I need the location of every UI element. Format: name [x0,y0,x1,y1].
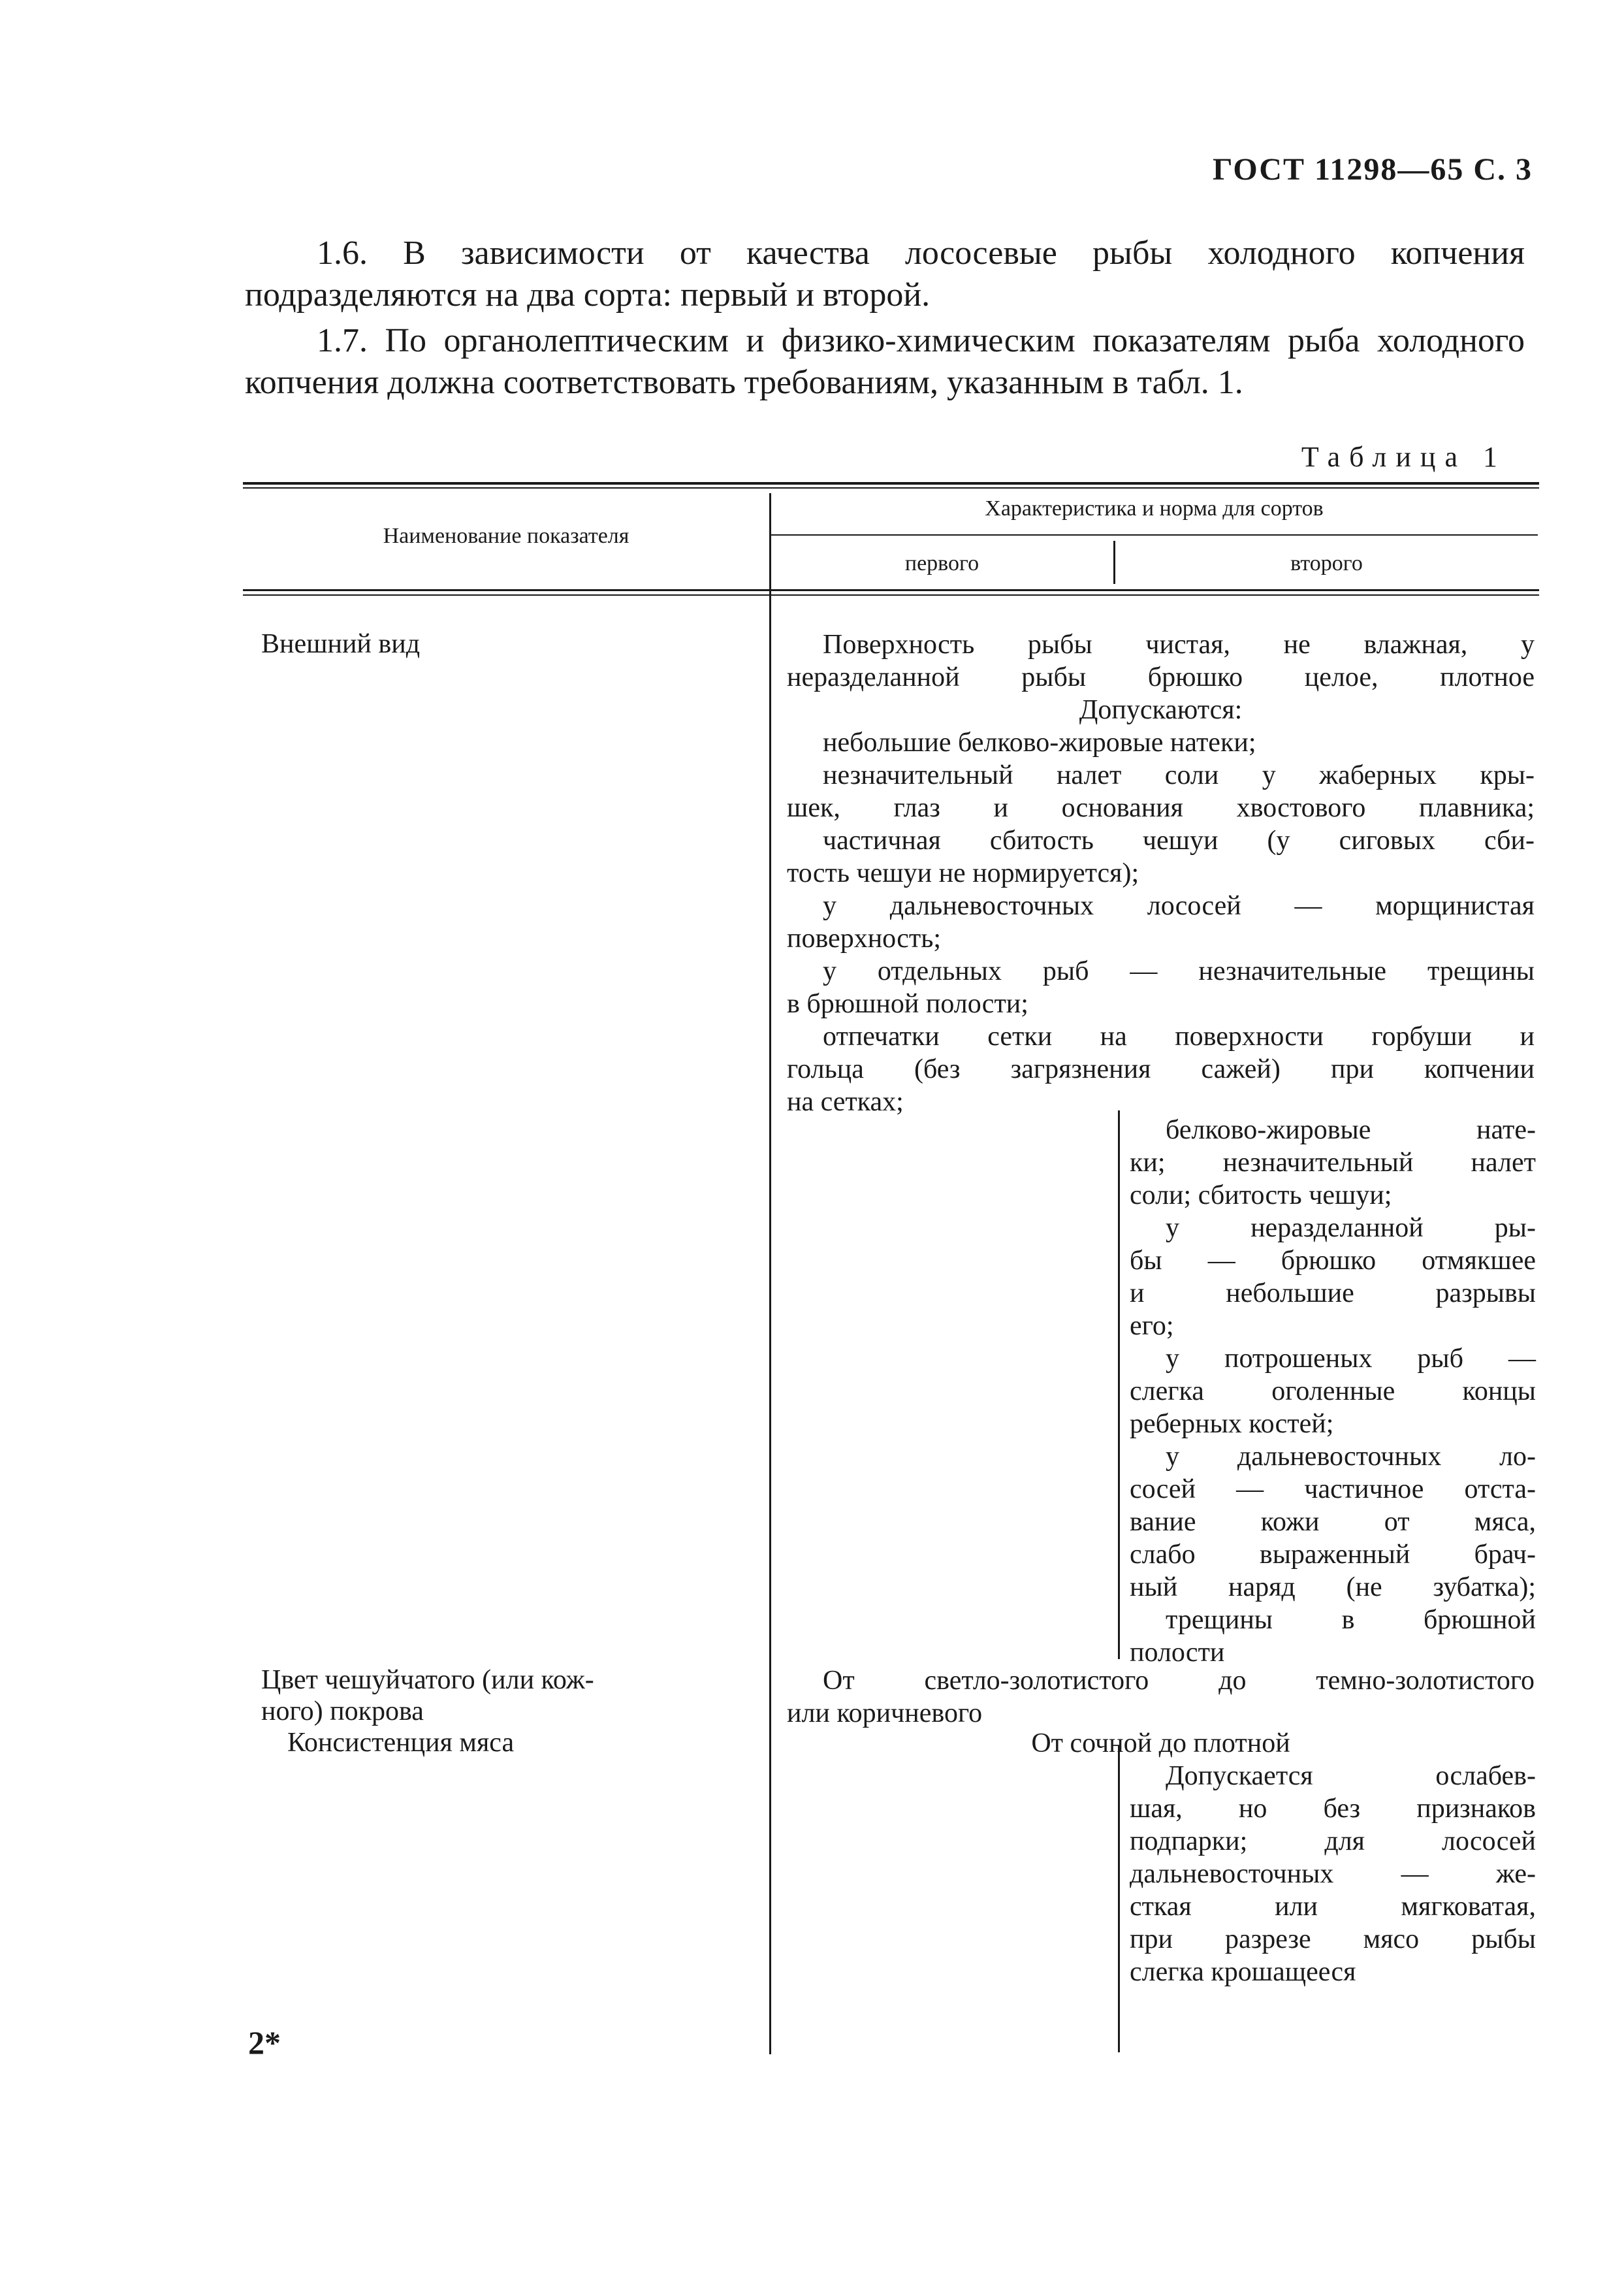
text-line: небольшие белково-жировые натеки; [823,728,1256,758]
column-divider-second-consistency [1118,1745,1120,2052]
table-top-rule [243,482,1539,485]
text-line: шек, глаз и основания хвостового плавника; [787,793,1535,823]
row-name-appearance: Внешний вид [261,629,421,659]
header-group: Характеристика и норма для сортов [985,496,1324,521]
text-line: незначительный налет соли у жаберных кры- [823,760,1535,790]
table-caption: Таблица 1 [1301,441,1506,473]
text-line: частичная сбитость чешуи (у сиговых сби- [823,826,1535,856]
text-line: у неразделанной ры- [1166,1213,1536,1243]
text-line: при разрезе мясо рыбы [1130,1924,1536,1954]
text-line: Допускаются: [1079,695,1243,725]
text-line: От светло-золотистого до темно-золотистого [823,1666,1535,1696]
header-indicator: Наименование показателя [383,524,629,548]
paragraph-1-6: 1.6. В зависимости от качества лососевые рыбы холодного копчения подразделяются на два сорта: первый и второй. [245,234,1525,314]
consistency-second-grade [1130,1760,1536,1988]
text-line: у дальневосточных ло- [1166,1442,1536,1472]
color-both-grades [787,1664,1535,1730]
text-line: его; [1130,1311,1174,1341]
text-line: реберных костей; [1130,1409,1334,1439]
text-line: сосей — частичное отста- [1130,1474,1536,1504]
text-line: сткая или мягковатая, [1130,1892,1536,1922]
text-line: Поверхность рыбы чистая, не влажная, у [823,630,1535,660]
text-line: подпарки; для лососей [1130,1826,1536,1856]
text-line: соли; сбитость чешуи; [1130,1180,1392,1210]
text-line: белково-жировые нате- [1166,1115,1536,1145]
standard-header: ГОСТ 11298—65 С. 3 [1213,152,1533,187]
text-line: у дальневосточных лососей — морщинистая [823,891,1535,921]
text-line: отпечатки сетки на поверхности горбуши и [823,1022,1535,1052]
text-line: неразделанной рыбы брюшко целое, плотное [787,662,1535,692]
text-line: и небольшие разрывы [1130,1278,1536,1308]
text-line: поверхность; [787,924,942,954]
text-line: трещины в брюшной [1166,1605,1536,1635]
row-name-consistency: Консистенция мяса [287,1728,515,1758]
table-top-rule-thin [243,487,1539,489]
header-second-grade: второго [1290,551,1363,575]
header-split-rule [771,534,1538,536]
header-first-grade: первого [904,551,979,575]
text-line: шая, но без признаков [1130,1794,1536,1824]
text-line: ный наряд (не зубатка); [1130,1572,1536,1602]
text-line: полости [1130,1638,1225,1668]
row-name-color [261,1664,757,1727]
text-line: дальневосточных — же- [1130,1859,1536,1889]
consistency-both-grades [787,1727,1535,1760]
text-line: Цвет чешуйчатого (или кож- [261,1665,594,1695]
text-line: ки; незначительный налет [1130,1148,1536,1178]
text-line: на сетках; [787,1087,904,1117]
page-mark: 2* [248,2024,281,2061]
appearance-second-grade [1130,1114,1536,1669]
text-line: или коричневого [787,1698,983,1728]
text-line: слегка крошащееся [1130,1957,1356,1987]
text-line: слабо выраженный брач- [1130,1540,1536,1570]
text-line: ного) покрова [261,1696,424,1726]
text-line: слегка оголенные концы [1130,1376,1536,1406]
column-divider-second-appearance [1118,1110,1120,1659]
text-line: бы — брюшко отмякшее [1130,1246,1536,1276]
text-line: в брюшной полости; [787,989,1028,1019]
text-line: у отдельных рыб — незначительные трещины [823,956,1535,986]
text-line: тость чешуи не нормируется); [787,858,1139,888]
paragraph-1-7: 1.7. По органолептическим и физико-химическим показателям рыба холодного копчения должна соответствовать требованиям, указанным в табл. 1. [245,322,1525,401]
appearance-both-grades [787,628,1535,1118]
header-bottom-rule-thin [243,594,1539,596]
column-divider-main [769,493,771,2054]
text-line: гольца (без загрязнения сажей) при копчении [787,1054,1535,1084]
text-line: у потрошеных рыб — [1166,1344,1536,1374]
text-line: От сочной до плотной [1031,1728,1290,1758]
text-line: вание кожи от мяса, [1130,1507,1536,1537]
header-bottom-rule [243,589,1539,591]
text-line: Допускается ослабев- [1166,1761,1536,1791]
